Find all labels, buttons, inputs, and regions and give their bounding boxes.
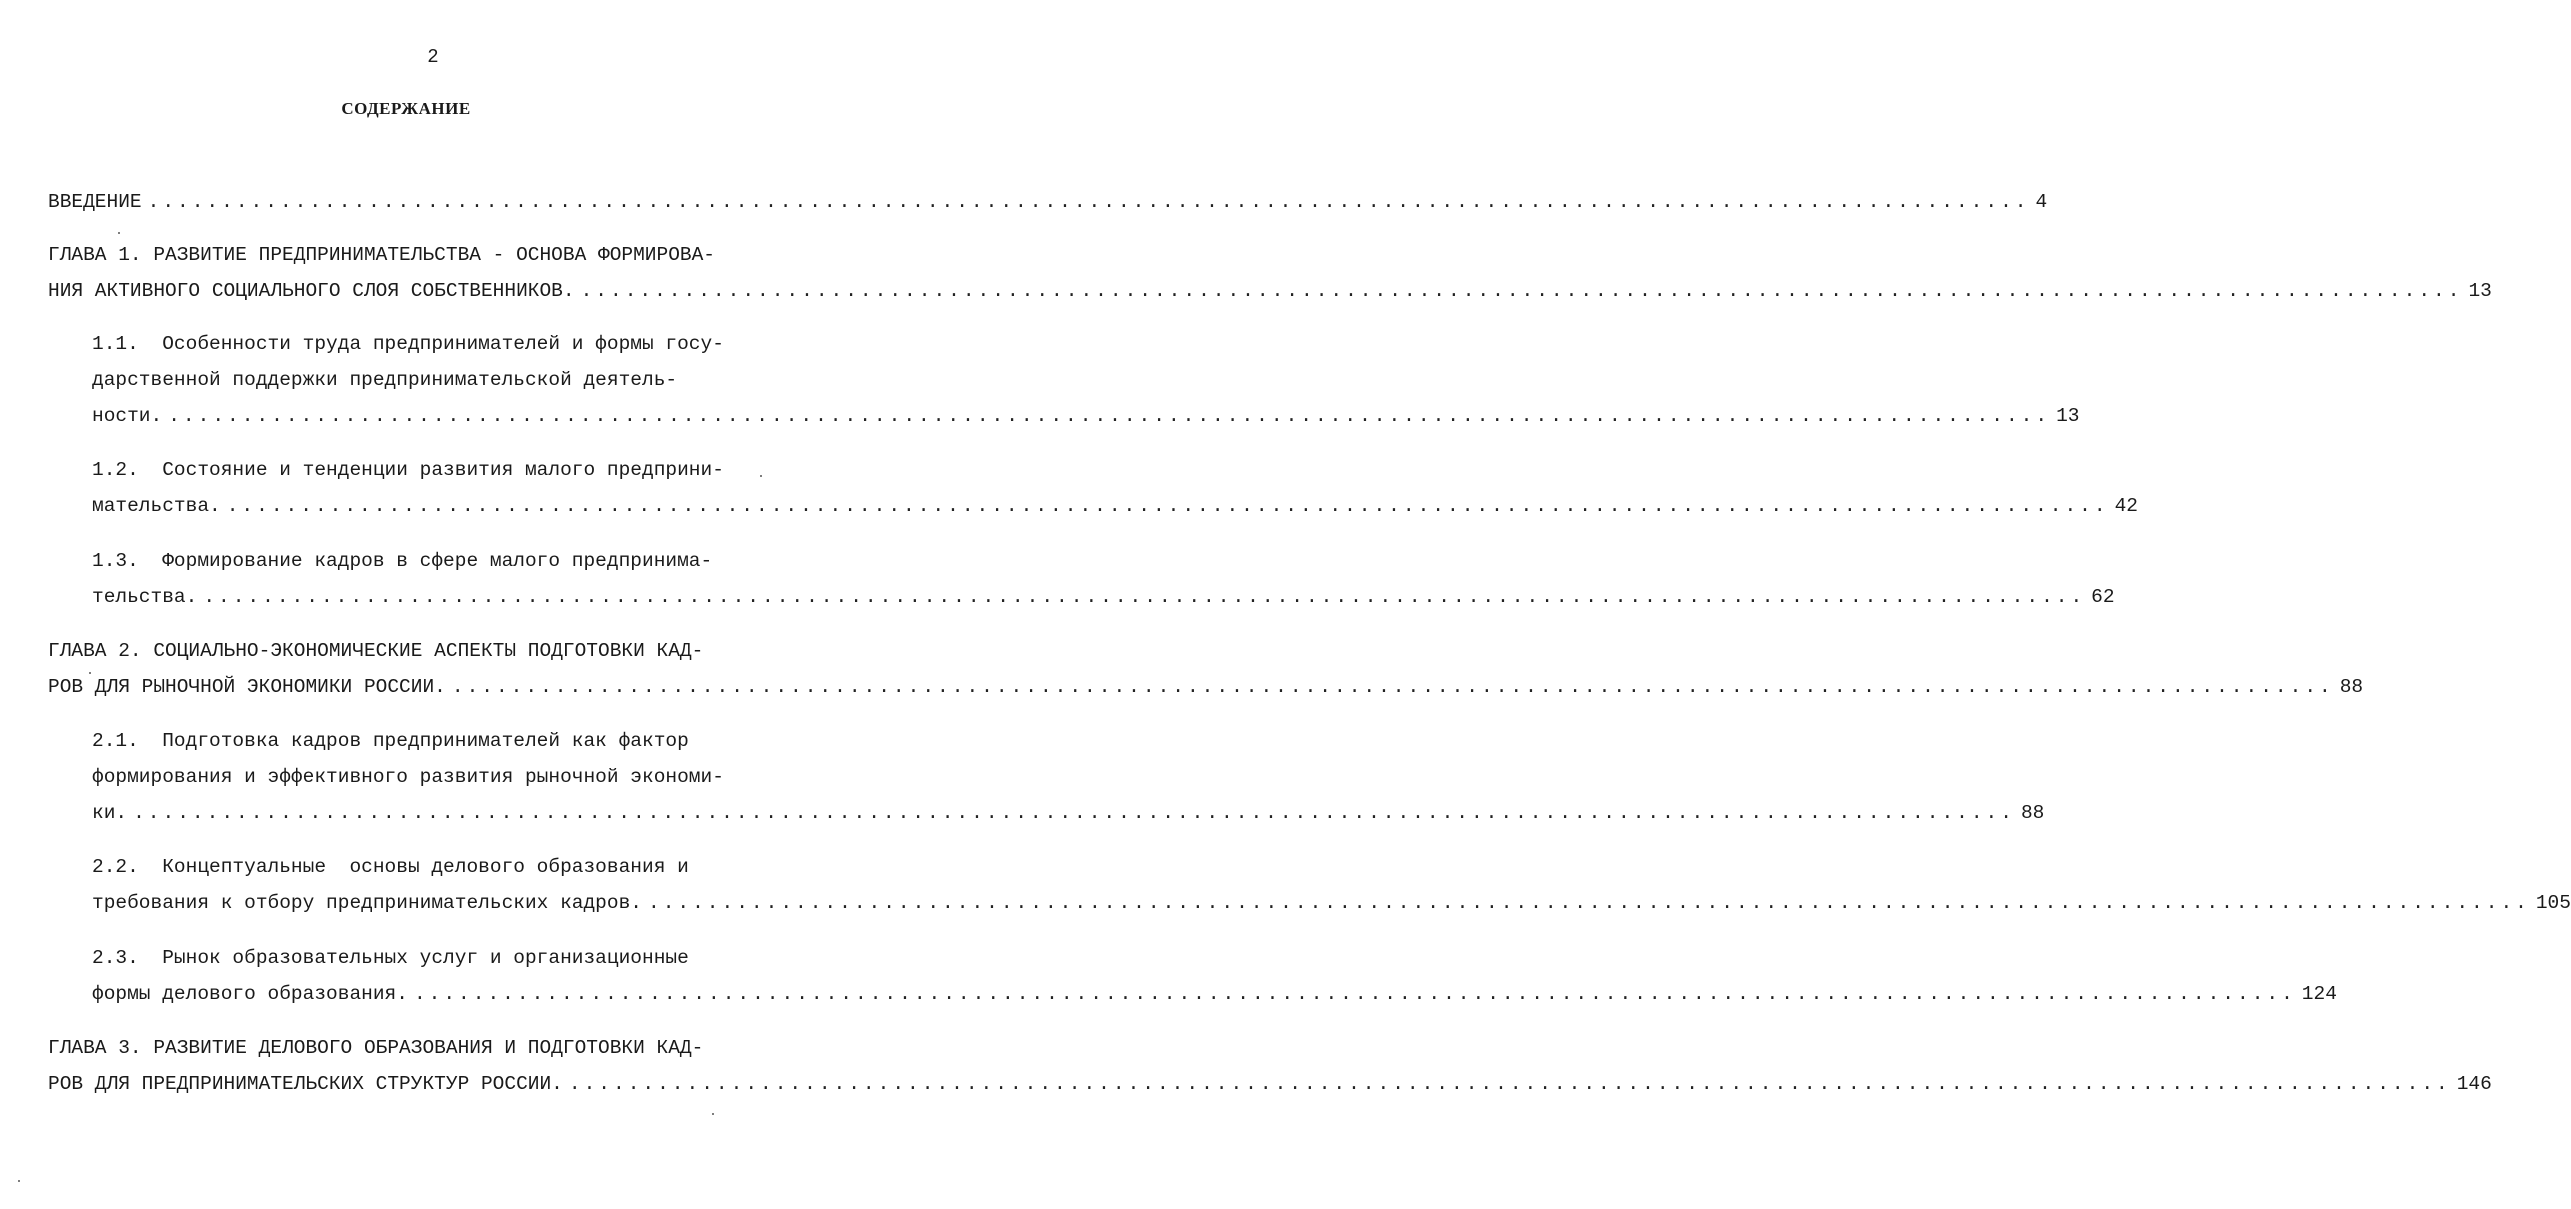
leader-dots: ................................................................................................................................ bbox=[168, 405, 2051, 427]
toc-entry-text: формы делового образования. bbox=[92, 983, 408, 1005]
toc-chapter-2-line-2[interactable] bbox=[48, 675, 2364, 699]
leader-dots: ................................................................................................................................ bbox=[568, 1073, 2451, 1095]
toc-page-number: 42 bbox=[2114, 495, 2138, 517]
toc-section-2-2-line-1[interactable]: 2.2. Концептуальные основы делового образования и bbox=[92, 856, 689, 878]
toc-entry-text: ки. bbox=[92, 802, 128, 824]
toc-section-2-1-line-1[interactable]: 2.1. Подготовка кадров предпринимателей как фактор bbox=[92, 730, 689, 752]
toc-section-1-1-line-3[interactable] bbox=[92, 404, 2080, 428]
toc-section-2-1-line-3[interactable] bbox=[92, 801, 2045, 825]
toc-chapter-3-line-1[interactable]: ГЛАВА 3. РАЗВИТИЕ ДЕЛОВОГО ОБРАЗОВАНИЯ И ПОДГОТОВКИ КАД- bbox=[48, 1037, 704, 1059]
toc-page-number: 88 bbox=[2339, 676, 2364, 698]
leader-dots: ................................................................................................................................ bbox=[147, 191, 2030, 213]
toc-entry-text: РОВ ДЛЯ ПРЕДПРИНИМАТЕЛЬСКИХ СТРУКТУР РОССИИ. bbox=[48, 1073, 563, 1095]
toc-page-number: 105 bbox=[2535, 892, 2571, 914]
page-number: 2 bbox=[427, 46, 439, 68]
scan-speck bbox=[89, 672, 91, 674]
toc-page-number: 88 bbox=[2020, 802, 2045, 824]
toc-page-number: 146 bbox=[2456, 1073, 2492, 1095]
toc-entry-text: требования к отбору предпринимательских кадров. bbox=[92, 892, 642, 914]
toc-section-2-3-line-1[interactable]: 2.3. Рынок образовательных услуг и организационные bbox=[92, 947, 689, 969]
toc-chapter-1-line-1[interactable]: ГЛАВА 1. РАЗВИТИЕ ПРЕДПРИНИМАТЕЛЬСТВА - ОСНОВА ФОРМИРОВА- bbox=[48, 244, 716, 266]
leader-dots: ................................................................................................................................ bbox=[451, 676, 2334, 698]
toc-entry-text: ВВЕДЕНИЕ bbox=[48, 191, 142, 213]
toc-entry-text: НИЯ АКТИВНОГО СОЦИАЛЬНОГО СЛОЯ СОБСТВЕННИКОВ. bbox=[48, 280, 575, 302]
leader-dots: ................................................................................................................................ bbox=[133, 802, 2015, 824]
toc-page-number: 62 bbox=[2091, 586, 2115, 608]
leader-dots: ................................................................................................................................ bbox=[226, 495, 2109, 517]
scan-speck bbox=[712, 1113, 714, 1115]
toc-chapter-2-line-1[interactable]: ГЛАВА 2. СОЦИАЛЬНО-ЭКОНОМИЧЕСКИЕ АСПЕКТЫ ПОДГОТОВКИ КАД- bbox=[48, 640, 704, 662]
scan-speck bbox=[760, 475, 762, 477]
toc-title: СОДЕРЖАНИЕ bbox=[341, 99, 471, 118]
leader-dots: ................................................................................................................................ bbox=[580, 280, 2463, 302]
toc-section-1-1-line-2[interactable]: дарственной поддержки предпринимательской деятель- bbox=[92, 369, 678, 391]
toc-section-1-3-line-1[interactable]: 1.3. Формирование кадров в сфере малого предпринима- bbox=[92, 550, 713, 572]
toc-entry-introduction[interactable] bbox=[48, 190, 2048, 214]
toc-chapter-3-line-2[interactable] bbox=[48, 1072, 2492, 1096]
scan-speck bbox=[18, 1180, 20, 1182]
toc-section-2-3-line-2[interactable] bbox=[92, 982, 2337, 1006]
toc-page-number: 13 bbox=[2468, 280, 2492, 302]
toc-page-number: 4 bbox=[2035, 191, 2048, 213]
toc-entry-text: тельства. bbox=[92, 586, 198, 608]
toc-page-number: 124 bbox=[2301, 983, 2337, 1005]
toc-section-1-2-line-2[interactable] bbox=[92, 494, 2138, 518]
leader-dots: ................................................................................................................................ bbox=[413, 983, 2296, 1005]
toc-section-2-2-line-2[interactable] bbox=[92, 891, 2571, 915]
toc-section-1-3-line-2[interactable] bbox=[92, 585, 2115, 609]
toc-section-2-1-line-2[interactable]: формирования и эффективного развития рыночной экономи- bbox=[92, 766, 724, 788]
toc-chapter-1-line-2[interactable] bbox=[48, 279, 2492, 303]
leader-dots: ................................................................................................................................ bbox=[648, 892, 2530, 914]
scan-speck bbox=[118, 232, 120, 234]
toc-entry-text: РОВ ДЛЯ РЫНОЧНОЙ ЭКОНОМИКИ РОССИИ. bbox=[48, 676, 446, 698]
toc-page-number: 13 bbox=[2056, 405, 2080, 427]
toc-section-1-1-line-1[interactable]: 1.1. Особенности труда предпринимателей и формы госу- bbox=[92, 333, 724, 355]
toc-section-1-2-line-1[interactable]: 1.2. Состояние и тенденции развития малого предприни- bbox=[92, 459, 724, 481]
toc-entry-text: мательства. bbox=[92, 495, 221, 517]
toc-entry-text: ности. bbox=[92, 405, 163, 427]
leader-dots: ................................................................................................................................ bbox=[203, 586, 2086, 608]
